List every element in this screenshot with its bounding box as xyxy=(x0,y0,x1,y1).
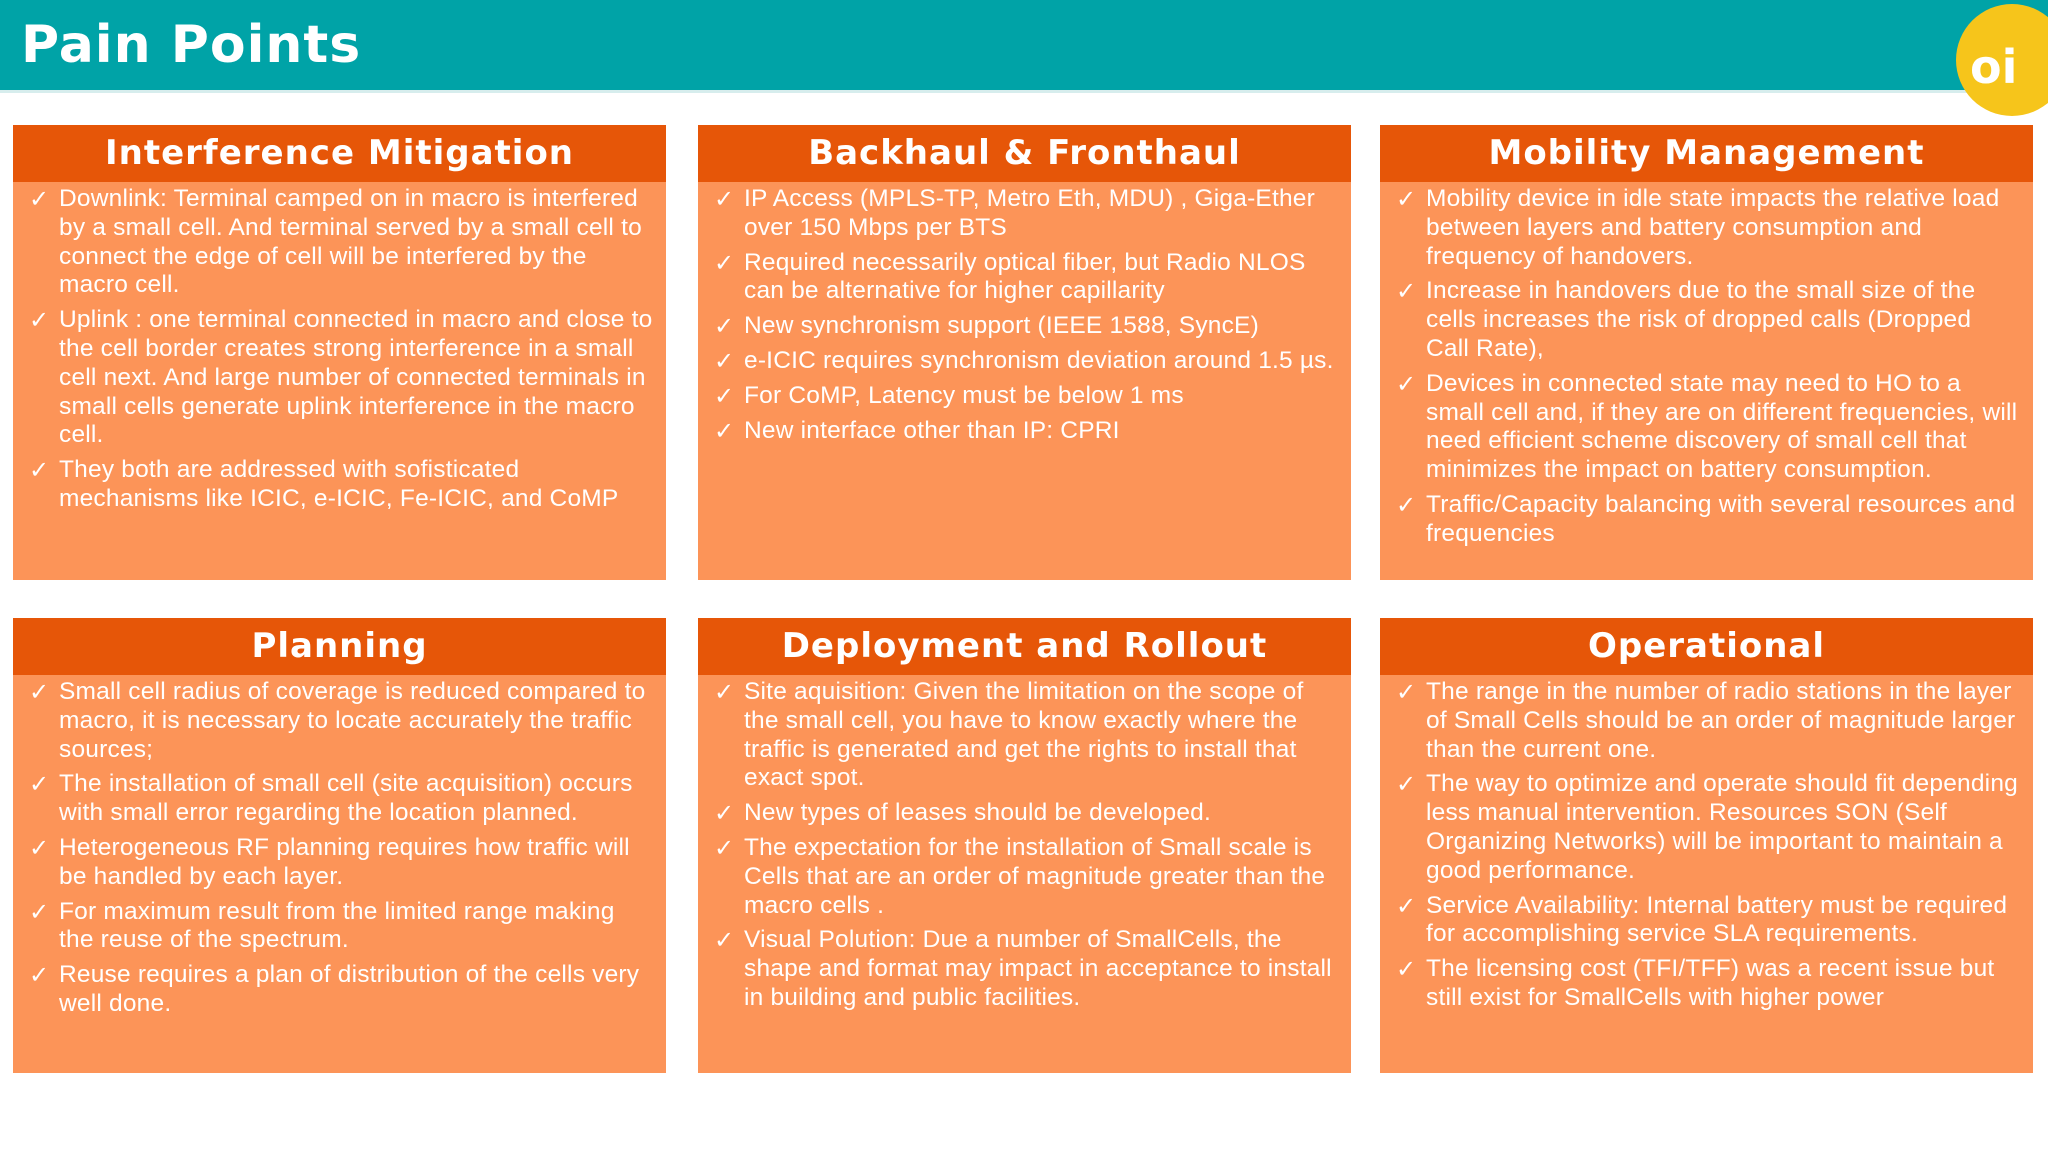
bullet-text: Reuse requires a plan of distribution of the cells very well done. xyxy=(59,961,640,1017)
bullet-item xyxy=(1396,770,2021,885)
check-mark-icon: ✓ xyxy=(714,248,735,277)
bullet-text: Visual Polution: Due a number of SmallCells, the shape and format may impact in acceptance to install in building and public facilities. xyxy=(744,926,1332,1011)
bullet-text: New interface other than IP: CPRI xyxy=(744,416,1120,444)
check-mark-icon: ✓ xyxy=(1396,369,1417,398)
card-title: Deployment and Rollout xyxy=(698,618,1351,675)
bullet-item xyxy=(1396,892,2021,950)
bullet-text: IP Access (MPLS-TP, Metro Eth, MDU) , Giga-Ether over 150 Mbps per BTS xyxy=(744,185,1315,241)
bullet-item xyxy=(714,834,1339,920)
bullet-item xyxy=(29,898,654,956)
check-mark-icon: ✓ xyxy=(29,456,50,485)
bullet-item xyxy=(714,926,1339,1012)
bullet-text: e-ICIC requires synchronism deviation around 1.5 µs. xyxy=(744,346,1334,374)
bullet-text: The range in the number of radio stations in the layer of Small Cells should be an order of magnitude larger than the current one. xyxy=(1426,678,2016,763)
pain-point-card xyxy=(13,125,666,580)
bullet-item xyxy=(29,770,654,828)
bullet-item xyxy=(1396,185,2021,271)
bullet-item xyxy=(714,185,1339,243)
header-bar xyxy=(0,0,2048,93)
card-bullet-list xyxy=(13,675,666,1019)
check-mark-icon: ✓ xyxy=(1396,185,1417,213)
bullet-item xyxy=(714,347,1339,376)
bullet-text: Traffic/Capacity balancing with several resources and frequencies xyxy=(1426,490,2016,547)
pain-point-card xyxy=(13,618,666,1073)
check-mark-icon: ✓ xyxy=(714,678,735,706)
bullet-item xyxy=(29,961,654,1019)
bullet-text: Mobility device in idle state impacts the relative load between layers and battery consumption and frequency of handovers. xyxy=(1426,185,2000,270)
pain-point-card xyxy=(698,125,1351,580)
page-title: Pain Points xyxy=(21,15,362,75)
bullet-item xyxy=(1396,491,2021,549)
bullet-text: Uplink : one terminal connected in macro and close to the cell border creates strong interference in a small cell next. And large number of connected terminals in small cells generate uplink interference in the macro cell. xyxy=(59,306,653,449)
bullet-text: New synchronism support (IEEE 1588, SyncE) xyxy=(744,312,1259,340)
card-bullet-list xyxy=(13,182,666,514)
card-bullet-list xyxy=(698,675,1351,1013)
bullet-text: The licensing cost (TFI/TFF) was a recent issue but still exist for SmallCells with higher power xyxy=(1426,955,1995,1011)
check-mark-icon: ✓ xyxy=(29,961,50,990)
card-title: Operational xyxy=(1380,618,2033,675)
bullet-item xyxy=(1396,955,2021,1013)
bullet-item xyxy=(714,249,1339,307)
bullet-text: New types of leases should be developed. xyxy=(744,799,1211,827)
pain-point-card xyxy=(1380,125,2033,580)
bullet-text: Site aquisition: Given the limitation on the scope of the small cell, you have to know exactly where the traffic is generated and get the rights to install that exact spot. xyxy=(744,678,1304,792)
check-mark-icon: ✓ xyxy=(1396,277,1417,306)
check-mark-icon: ✓ xyxy=(1396,955,1417,984)
bullet-item xyxy=(29,678,654,764)
check-mark-icon: ✓ xyxy=(29,185,50,213)
check-mark-icon: ✓ xyxy=(714,416,735,445)
check-mark-icon: ✓ xyxy=(29,897,50,926)
bullet-text: The expectation for the installation of Small scale is Cells that are an order of magnitude greater than the macro cells . xyxy=(744,833,1326,919)
bullet-item xyxy=(714,312,1339,341)
bullet-item xyxy=(29,834,654,892)
bullet-item xyxy=(1396,277,2021,363)
bullet-text: For CoMP, Latency must be below 1 ms xyxy=(744,381,1184,409)
bullet-item xyxy=(29,306,654,450)
bullet-text: The way to optimize and operate should fit depending less manual intervention. Resources SON (Self Organizing Networks) will be important to maintain a good performance. xyxy=(1426,770,2018,884)
bullet-text: Downlink: Terminal camped on in macro is interfered by a small cell. And terminal served by a small cell to connect the edge of cell will be interfered by the macro cell. xyxy=(59,185,642,299)
logo-text: oi xyxy=(1970,40,2018,94)
check-mark-icon: ✓ xyxy=(714,185,735,213)
check-mark-icon: ✓ xyxy=(714,312,735,341)
card-bullet-list xyxy=(698,182,1351,445)
check-mark-icon: ✓ xyxy=(714,926,735,955)
check-mark-icon: ✓ xyxy=(1396,770,1417,799)
bullet-item xyxy=(714,678,1339,793)
bullet-item xyxy=(29,185,654,300)
check-mark-icon: ✓ xyxy=(714,799,735,828)
check-mark-icon: ✓ xyxy=(1396,891,1417,920)
check-mark-icon: ✓ xyxy=(29,306,50,335)
card-title: Interference Mitigation xyxy=(13,125,666,182)
bullet-text: Service Availability: Internal battery must be required for accomplishing service SLA requirements. xyxy=(1426,891,2008,948)
check-mark-icon: ✓ xyxy=(714,346,735,375)
bullet-item xyxy=(29,456,654,514)
check-mark-icon: ✓ xyxy=(1396,490,1417,519)
card-bullet-list xyxy=(1380,675,2033,1013)
card-title: Backhaul & Fronthaul xyxy=(698,125,1351,182)
bullet-text: For maximum result from the limited range making the reuse of the spectrum. xyxy=(59,897,615,954)
bullet-text: Increase in handovers due to the small size of the cells increases the risk of dropped calls (Dropped Call Rate), xyxy=(1426,277,1976,362)
check-mark-icon: ✓ xyxy=(29,678,50,706)
bullet-text: They both are addressed with sofisticated mechanisms like ICIC, e-ICIC, Fe-ICIC, and CoMP xyxy=(59,456,619,512)
check-mark-icon: ✓ xyxy=(714,833,735,862)
bullet-item xyxy=(1396,678,2021,764)
bullet-item xyxy=(714,799,1339,828)
card-title: Planning xyxy=(13,618,666,675)
bullet-text: Devices in connected state may need to HO to a small cell and, if they are on different frequencies, will need efficient scheme discovery of small cell that minimizes the impact on battery consumption. xyxy=(1426,369,2018,484)
bullet-item xyxy=(714,382,1339,411)
card-bullet-list xyxy=(1380,182,2033,549)
check-mark-icon: ✓ xyxy=(1396,678,1417,706)
check-mark-icon: ✓ xyxy=(29,770,50,799)
check-mark-icon: ✓ xyxy=(714,381,735,410)
bullet-text: Small cell radius of coverage is reduced compared to macro, it is necessary to locate accurately the traffic sources; xyxy=(59,678,646,763)
check-mark-icon: ✓ xyxy=(29,833,50,862)
pain-point-card xyxy=(698,618,1351,1073)
bullet-item xyxy=(1396,370,2021,485)
bullet-text: Heterogeneous RF planning requires how traffic will be handled by each layer. xyxy=(59,833,630,890)
card-title: Mobility Management xyxy=(1380,125,2033,182)
bullet-text: Required necessarily optical fiber, but Radio NLOS can be alternative for higher capillarity xyxy=(744,248,1306,305)
bullet-text: The installation of small cell (site acquisition) occurs with small error regarding the location planned. xyxy=(59,770,633,827)
bullet-item xyxy=(714,417,1339,446)
pain-point-card xyxy=(1380,618,2033,1073)
